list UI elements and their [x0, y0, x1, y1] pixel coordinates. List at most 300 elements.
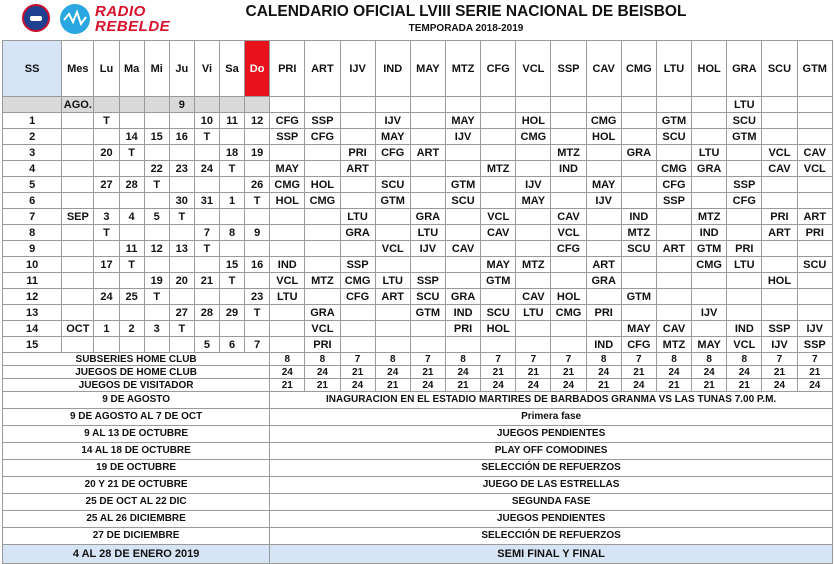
event-description: JUEGOS PENDIENTES	[270, 426, 833, 443]
stats-value: 21	[481, 366, 516, 379]
stats-value: 21	[516, 366, 551, 379]
subseries-number: 1	[3, 113, 62, 129]
event-date: 14 AL 18 DE OCTUBRE	[3, 443, 270, 460]
matchup-cell: HOL	[586, 129, 621, 145]
matchup-cell: IND	[727, 321, 762, 337]
day-cell	[169, 257, 194, 273]
matchup-cell	[551, 193, 586, 209]
matchup-cell	[656, 145, 691, 161]
matchup-cell	[445, 209, 480, 225]
matchup-cell: CMG	[305, 193, 340, 209]
stats-value: 7	[797, 353, 832, 366]
matchup-cell: MTZ	[656, 337, 691, 353]
matchup-cell: MTZ	[621, 225, 656, 241]
table-row	[3, 209, 833, 225]
matchup-cell	[797, 177, 832, 193]
matchup-cell: CAV	[551, 209, 586, 225]
event-date: 19 DE OCTUBRE	[3, 460, 270, 477]
table-row	[3, 241, 833, 257]
matchup-cell: SSP	[656, 193, 691, 209]
day-cell: 25	[119, 289, 144, 305]
matchup-cell: MAY	[586, 177, 621, 193]
day-cell	[119, 161, 144, 177]
matchup-cell	[481, 177, 516, 193]
matchup-cell: CMG	[516, 129, 551, 145]
stats-value: 24	[656, 366, 691, 379]
matchup-cell: IJV	[516, 177, 551, 193]
matchup-cell	[551, 113, 586, 129]
day-cell	[144, 97, 169, 113]
day-cell: 8	[219, 225, 244, 241]
matchup-cell	[551, 97, 586, 113]
matchup-cell	[551, 129, 586, 145]
matchup-cell	[305, 97, 340, 113]
day-cell: 19	[245, 145, 270, 161]
page-title: CALENDARIO OFICIAL LVIII SERIE NACIONAL DE BEISBOL	[245, 3, 687, 20]
matchup-cell: CFG	[656, 177, 691, 193]
matchup-cell	[516, 145, 551, 161]
day-cell	[119, 273, 144, 289]
day-cell	[194, 145, 219, 161]
matchup-cell	[270, 97, 305, 113]
brand-line2: REBELDE	[95, 18, 171, 35]
table-row	[3, 145, 833, 161]
matchup-cell: CMG	[551, 305, 586, 321]
matchup-cell	[375, 209, 410, 225]
month-cell	[62, 225, 94, 241]
event-row	[3, 426, 833, 443]
matchup-cell: LTU	[727, 97, 762, 113]
subseries-number: 6	[3, 193, 62, 209]
month-cell	[62, 257, 94, 273]
event-row	[3, 528, 833, 545]
day-cell	[94, 273, 119, 289]
stats-value: 24	[305, 366, 340, 379]
matchup-cell	[762, 113, 797, 129]
column-header: SCU	[762, 41, 797, 97]
matchup-cell: SCU	[445, 193, 480, 209]
month-cell	[62, 337, 94, 353]
day-cell: T	[245, 193, 270, 209]
matchup-cell: MAY	[445, 113, 480, 129]
day-cell	[94, 161, 119, 177]
event-row	[3, 443, 833, 460]
matchup-cell: MTZ	[692, 209, 727, 225]
matchup-cell	[797, 113, 832, 129]
matchup-cell	[692, 177, 727, 193]
day-cell	[169, 289, 194, 305]
matchup-cell	[410, 193, 445, 209]
matchup-cell	[551, 321, 586, 337]
matchup-cell: CFG	[305, 129, 340, 145]
matchup-cell	[727, 289, 762, 305]
stats-value: 21	[305, 379, 340, 392]
matchup-cell	[516, 209, 551, 225]
matchup-cell	[621, 161, 656, 177]
day-cell: T	[194, 241, 219, 257]
matchup-cell	[762, 257, 797, 273]
event-description: SELECCIÓN DE REFUERZOS	[270, 460, 833, 477]
month-cell	[62, 273, 94, 289]
stats-value: 21	[656, 379, 691, 392]
day-cell: 23	[245, 289, 270, 305]
day-cell: 6	[219, 337, 244, 353]
matchup-cell	[270, 209, 305, 225]
radio-rebelde-logo-icon	[60, 4, 90, 34]
season-subtitle: TEMPORADA 2018-2019	[408, 23, 524, 34]
month-cell	[62, 305, 94, 321]
matchup-cell	[305, 161, 340, 177]
matchup-cell	[516, 273, 551, 289]
day-cell	[144, 257, 169, 273]
matchup-cell: IND	[692, 225, 727, 241]
matchup-cell: ART	[375, 289, 410, 305]
day-cell	[245, 241, 270, 257]
stats-value: 21	[762, 366, 797, 379]
stats-value: 7	[621, 353, 656, 366]
matchup-cell	[410, 161, 445, 177]
matchup-cell	[762, 241, 797, 257]
matchup-cell	[621, 273, 656, 289]
day-cell: 5	[194, 337, 219, 353]
matchup-cell	[762, 177, 797, 193]
matchup-cell: SCU	[375, 177, 410, 193]
matchup-cell: IND	[586, 337, 621, 353]
subseries-number: 9	[3, 241, 62, 257]
matchup-cell	[551, 337, 586, 353]
day-cell	[219, 289, 244, 305]
stats-value: 24	[692, 366, 727, 379]
day-cell: T	[169, 209, 194, 225]
baseball-federation-logo	[22, 4, 50, 32]
matchup-cell	[586, 97, 621, 113]
column-header: CFG	[481, 41, 516, 97]
matchup-cell: PRI	[340, 145, 375, 161]
matchup-cell: MAY	[375, 129, 410, 145]
subseries-number: 14	[3, 321, 62, 337]
matchup-cell	[692, 193, 727, 209]
day-cell: 9	[169, 97, 194, 113]
subseries-number	[3, 97, 62, 113]
day-cell	[119, 305, 144, 321]
month-cell: OCT	[62, 321, 94, 337]
stats-label: SUBSERIES HOME CLUB	[3, 353, 270, 366]
matchup-cell	[762, 129, 797, 145]
matchup-cell: SCU	[481, 305, 516, 321]
event-date: 25 AL 26 DICIEMBRE	[3, 511, 270, 528]
matchup-cell	[481, 289, 516, 305]
matchup-cell: MTZ	[551, 145, 586, 161]
stats-value: 21	[375, 379, 410, 392]
day-cell: 5	[144, 209, 169, 225]
matchup-cell: SCU	[727, 113, 762, 129]
matchup-cell	[551, 273, 586, 289]
matchup-cell	[305, 289, 340, 305]
table-row	[3, 305, 833, 321]
matchup-cell: PRI	[305, 337, 340, 353]
matchup-cell: CAV	[481, 225, 516, 241]
day-cell: 23	[169, 161, 194, 177]
matchup-cell: CAV	[516, 289, 551, 305]
radio-rebelde-logo	[95, 4, 170, 34]
matchup-cell: IND	[270, 257, 305, 273]
stats-value: 8	[375, 353, 410, 366]
stats-value: 21	[692, 379, 727, 392]
stats-value: 8	[692, 353, 727, 366]
day-cell: 7	[194, 225, 219, 241]
day-cell	[245, 209, 270, 225]
matchup-cell: IJV	[410, 241, 445, 257]
month-cell: SEP	[62, 209, 94, 225]
day-cell: T	[119, 145, 144, 161]
matchup-cell	[445, 257, 480, 273]
day-cell	[245, 161, 270, 177]
matchup-cell: VCL	[551, 225, 586, 241]
stats-value: 7	[762, 353, 797, 366]
matchup-cell	[621, 305, 656, 321]
matchup-cell	[305, 209, 340, 225]
column-header: IND	[375, 41, 410, 97]
matchup-cell	[410, 177, 445, 193]
day-cell: 24	[94, 289, 119, 305]
stats-value: 21	[445, 379, 480, 392]
day-cell	[119, 337, 144, 353]
matchup-cell	[375, 257, 410, 273]
day-cell	[219, 97, 244, 113]
day-cell: 2	[119, 321, 144, 337]
month-cell	[62, 113, 94, 129]
matchup-cell	[797, 129, 832, 145]
matchup-cell: VCL	[481, 209, 516, 225]
stats-value: 24	[270, 366, 305, 379]
matchup-cell: VCL	[270, 273, 305, 289]
stats-row	[3, 366, 833, 379]
matchup-cell	[410, 97, 445, 113]
matchup-cell	[727, 145, 762, 161]
day-cell	[169, 177, 194, 193]
matchup-cell: PRI	[762, 209, 797, 225]
stats-value: 21	[340, 366, 375, 379]
day-cell: 11	[219, 113, 244, 129]
matchup-cell: LTU	[727, 257, 762, 273]
matchup-cell	[551, 257, 586, 273]
matchup-cell: IJV	[762, 337, 797, 353]
column-header: GRA	[727, 41, 762, 97]
matchup-cell: ART	[797, 209, 832, 225]
stats-value: 24	[797, 379, 832, 392]
day-cell	[245, 97, 270, 113]
matchup-cell: SSP	[797, 337, 832, 353]
stats-value: 8	[270, 353, 305, 366]
matchup-cell: CAV	[445, 241, 480, 257]
day-cell	[144, 193, 169, 209]
matchup-cell: IJV	[692, 305, 727, 321]
day-cell	[219, 209, 244, 225]
day-cell	[194, 321, 219, 337]
table-row	[3, 225, 833, 241]
stats-value: 24	[481, 379, 516, 392]
day-cell	[94, 193, 119, 209]
matchup-cell: MAY	[270, 161, 305, 177]
day-cell: T	[94, 225, 119, 241]
matchup-cell	[305, 257, 340, 273]
stats-value: 7	[481, 353, 516, 366]
table-row	[3, 321, 833, 337]
matchup-cell: IJV	[586, 193, 621, 209]
day-cell	[169, 145, 194, 161]
subseries-number: 15	[3, 337, 62, 353]
stats-value: 8	[445, 353, 480, 366]
month-cell	[62, 289, 94, 305]
matchup-cell	[445, 161, 480, 177]
month-cell: AGO.	[62, 97, 94, 113]
matchup-cell	[445, 225, 480, 241]
matchup-cell: ART	[410, 145, 445, 161]
day-cell: 31	[194, 193, 219, 209]
matchup-cell: CFG	[621, 337, 656, 353]
day-cell: 29	[219, 305, 244, 321]
stats-row	[3, 353, 833, 366]
day-cell: 20	[169, 273, 194, 289]
stats-value: 24	[727, 366, 762, 379]
table-row	[3, 97, 833, 113]
stats-label: JUEGOS DE HOME CLUB	[3, 366, 270, 379]
day-cell: 19	[144, 273, 169, 289]
table-row	[3, 193, 833, 209]
matchup-cell: CAV	[797, 145, 832, 161]
day-cell	[169, 225, 194, 241]
column-header: Mi	[144, 41, 169, 97]
matchup-cell	[375, 161, 410, 177]
matchup-cell	[375, 305, 410, 321]
matchup-cell: GTM	[727, 129, 762, 145]
matchup-cell: VCL	[305, 321, 340, 337]
matchup-cell	[516, 225, 551, 241]
matchup-cell: CFG	[270, 113, 305, 129]
day-cell	[194, 97, 219, 113]
event-date: 9 AL 13 DE OCTUBRE	[3, 426, 270, 443]
matchup-cell	[410, 321, 445, 337]
day-cell	[169, 337, 194, 353]
matchup-cell	[340, 321, 375, 337]
event-row	[3, 545, 833, 564]
day-cell	[219, 177, 244, 193]
day-cell	[194, 209, 219, 225]
matchup-cell	[340, 113, 375, 129]
brand-line1: RADIO	[95, 3, 146, 20]
matchup-cell: IND	[621, 209, 656, 225]
matchup-cell	[270, 337, 305, 353]
matchup-cell: IJV	[445, 129, 480, 145]
day-cell: 12	[245, 113, 270, 129]
matchup-cell	[692, 129, 727, 145]
matchup-cell	[727, 209, 762, 225]
stats-value: 24	[445, 366, 480, 379]
matchup-cell	[305, 145, 340, 161]
day-cell: T	[219, 273, 244, 289]
event-date: 4 AL 28 DE ENERO 2019	[3, 545, 270, 564]
matchup-cell	[621, 257, 656, 273]
matchup-cell	[586, 321, 621, 337]
matchup-cell: GTM	[692, 241, 727, 257]
matchup-cell	[481, 241, 516, 257]
stats-value: 21	[727, 379, 762, 392]
event-description: JUEGO DE LAS ESTRELLAS	[270, 477, 833, 494]
stats-value: 8	[586, 353, 621, 366]
day-cell: 12	[144, 241, 169, 257]
matchup-cell	[270, 145, 305, 161]
day-cell: T	[245, 305, 270, 321]
matchup-cell	[445, 273, 480, 289]
day-cell: 4	[119, 209, 144, 225]
matchup-cell	[797, 289, 832, 305]
matchup-cell: LTU	[340, 209, 375, 225]
matchup-cell: MAY	[692, 337, 727, 353]
column-header: Ju	[169, 41, 194, 97]
day-cell: 1	[219, 193, 244, 209]
day-cell	[194, 177, 219, 193]
column-header: VCL	[516, 41, 551, 97]
matchup-cell: PRI	[445, 321, 480, 337]
day-cell	[119, 193, 144, 209]
matchup-cell	[305, 241, 340, 257]
stats-value: 24	[586, 366, 621, 379]
day-cell: 7	[245, 337, 270, 353]
matchup-cell: CAV	[762, 161, 797, 177]
day-cell	[194, 257, 219, 273]
stats-label: JUEGOS DE VISITADOR	[3, 379, 270, 392]
day-cell: 26	[245, 177, 270, 193]
matchup-cell: MTZ	[305, 273, 340, 289]
matchup-cell	[586, 289, 621, 305]
matchup-cell	[340, 305, 375, 321]
day-cell	[144, 305, 169, 321]
table-row	[3, 337, 833, 353]
stats-value: 21	[410, 366, 445, 379]
day-cell	[245, 129, 270, 145]
day-cell: 14	[119, 129, 144, 145]
stats-value: 24	[340, 379, 375, 392]
month-cell	[62, 161, 94, 177]
matchup-cell: GRA	[410, 209, 445, 225]
matchup-cell	[797, 273, 832, 289]
matchup-cell: SSP	[270, 129, 305, 145]
event-row	[3, 511, 833, 528]
matchup-cell	[656, 305, 691, 321]
day-cell	[119, 225, 144, 241]
matchup-cell	[656, 97, 691, 113]
matchup-cell	[481, 145, 516, 161]
day-cell: 16	[169, 129, 194, 145]
table-row	[3, 257, 833, 273]
event-description: Primera fase	[270, 409, 833, 426]
stats-value: 8	[656, 353, 691, 366]
matchup-cell: MAY	[516, 193, 551, 209]
matchup-cell: HOL	[305, 177, 340, 193]
matchup-cell	[727, 273, 762, 289]
day-cell	[219, 321, 244, 337]
column-header: HOL	[692, 41, 727, 97]
stats-value: 24	[762, 379, 797, 392]
matchup-cell: CMG	[692, 257, 727, 273]
matchup-cell	[481, 97, 516, 113]
day-cell: 17	[94, 257, 119, 273]
table-row	[3, 129, 833, 145]
matchup-cell	[516, 321, 551, 337]
matchup-cell: MTZ	[481, 161, 516, 177]
day-cell	[144, 225, 169, 241]
column-header: Lu	[94, 41, 119, 97]
